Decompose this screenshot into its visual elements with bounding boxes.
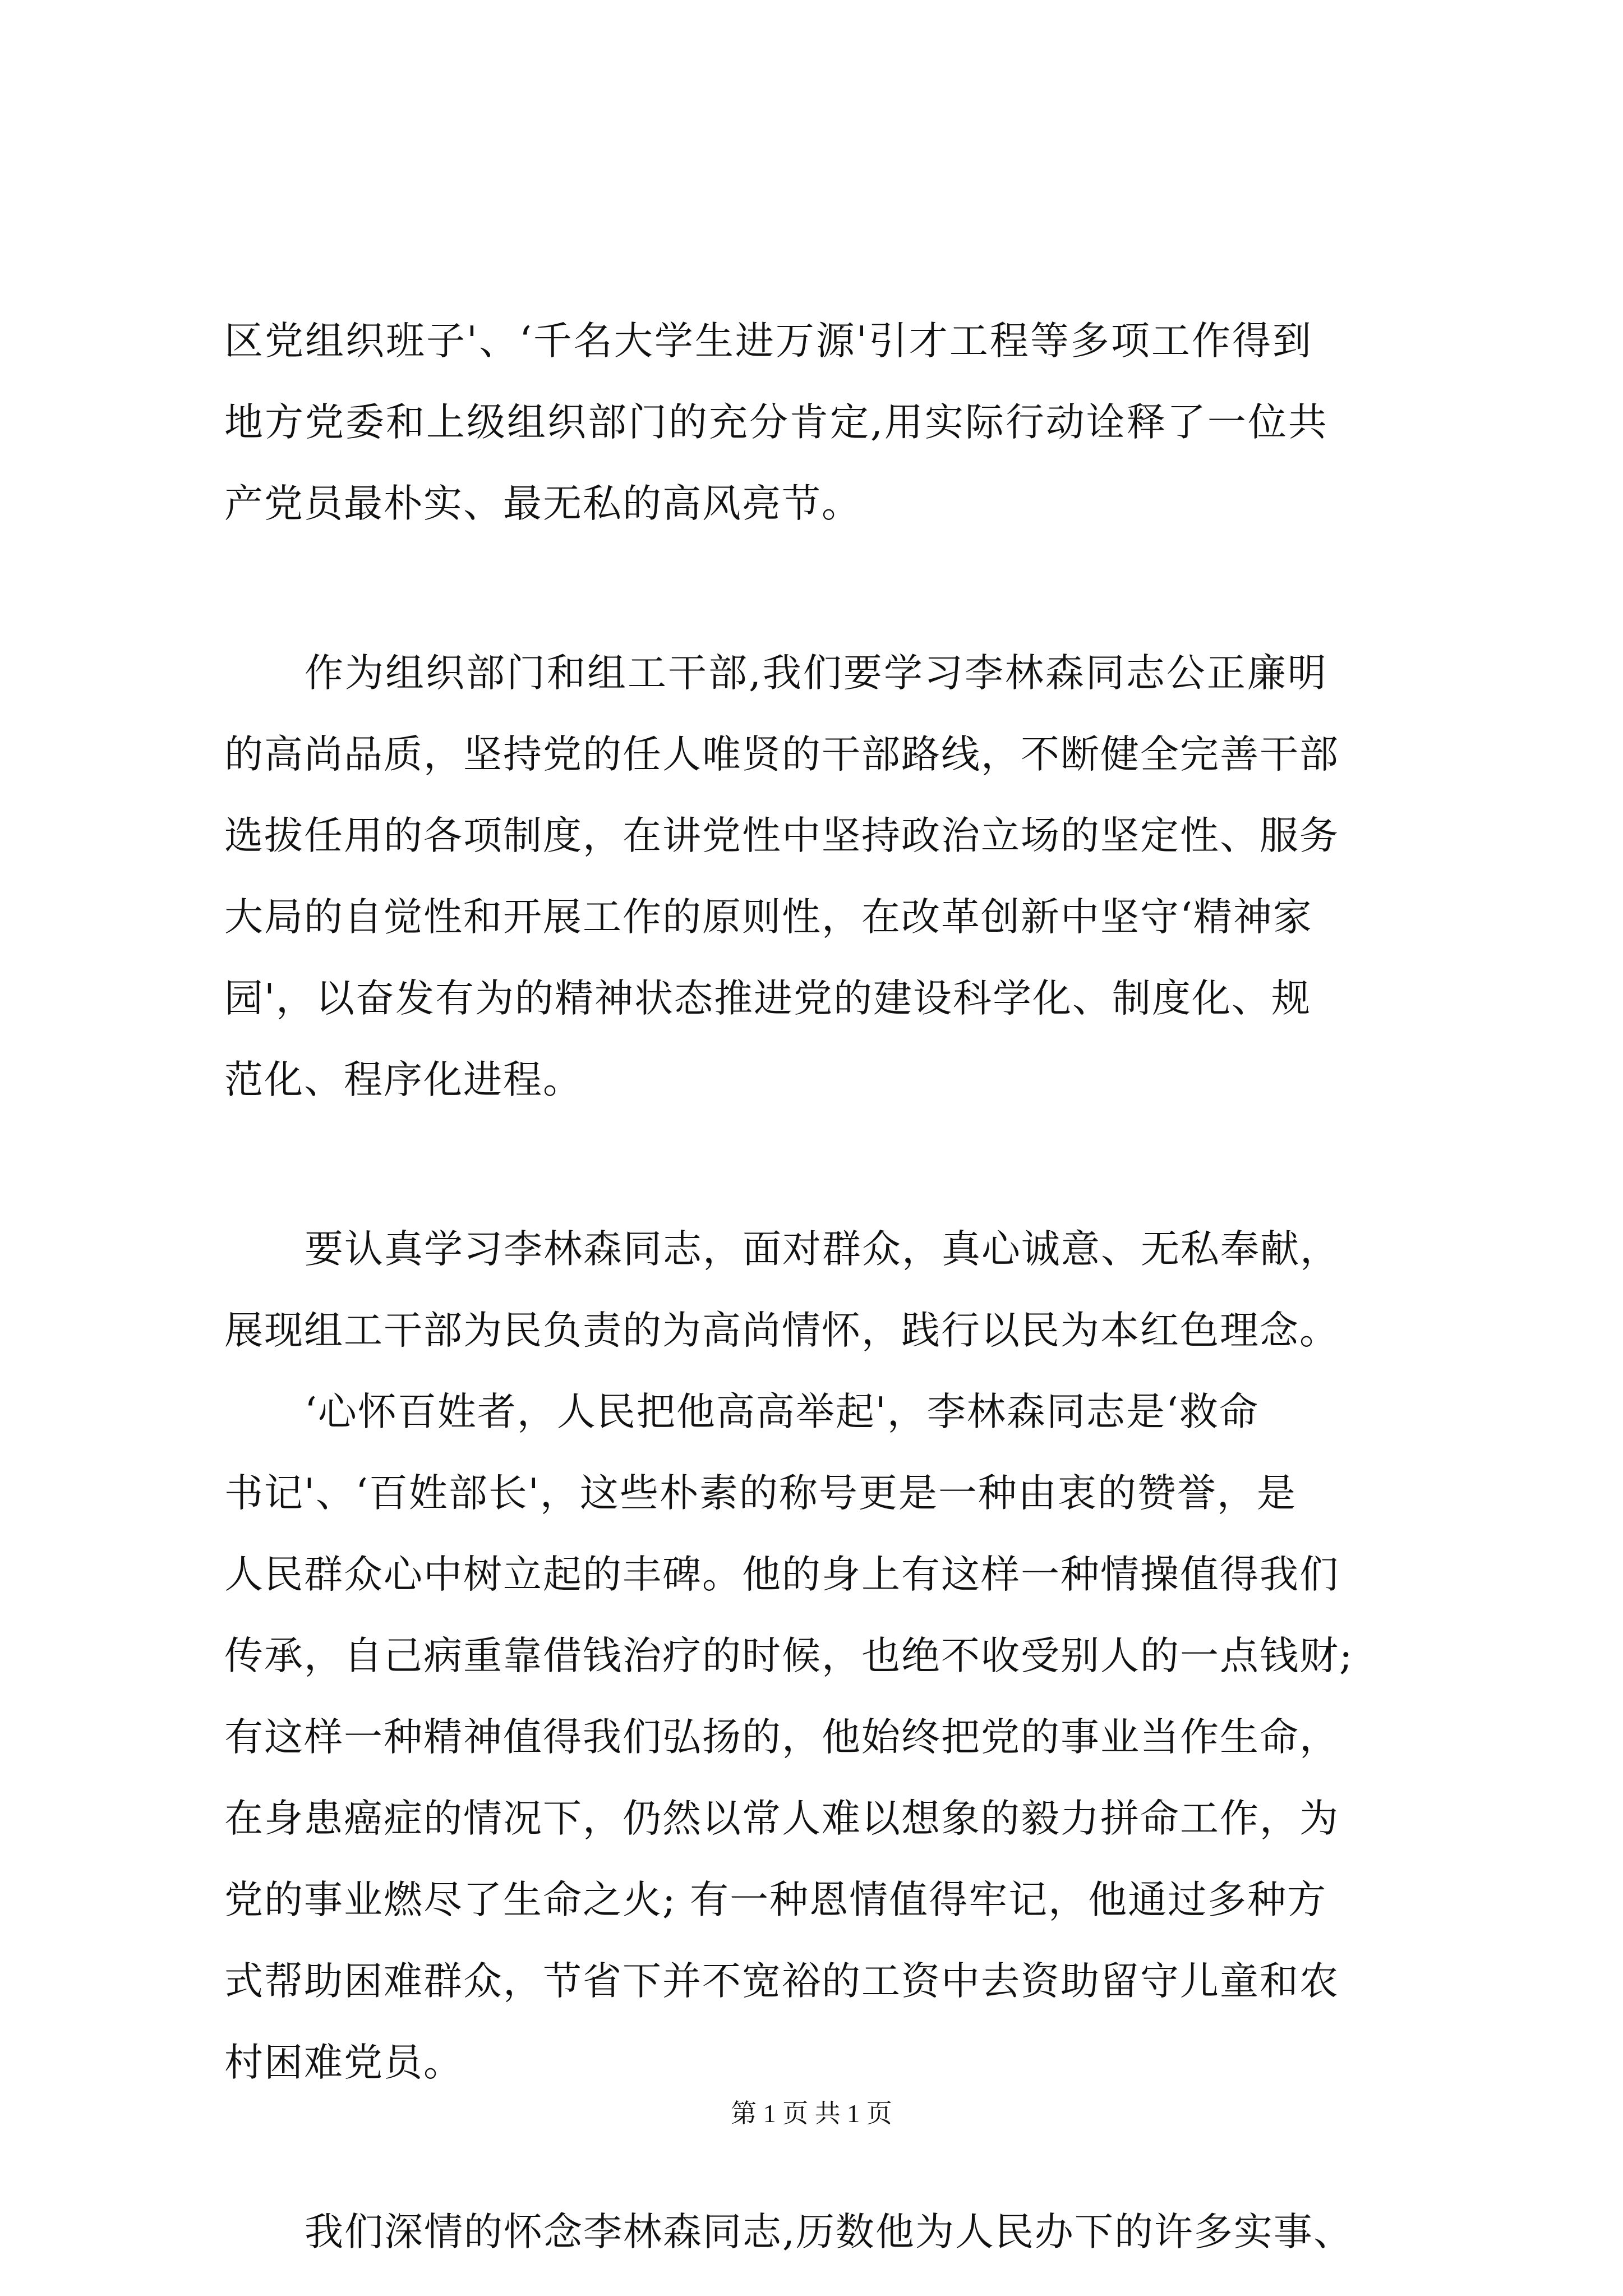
text-line-3: 产党员最朴实、最无私的高风亮节。 bbox=[224, 481, 861, 526]
text-line-20: 村困难党员。 bbox=[224, 2040, 463, 2085]
text-line-12: ‘心怀百姓者，人民把他高高举起'，李林森同志是‘救命 bbox=[305, 1389, 1259, 1434]
text-line-8: 园'，以奋发有为的精神状态推进党的建设科学化、制度化、规 bbox=[224, 976, 1311, 1021]
text-line-11: 展现组工干部为民负责的为高尚情怀，践行以民为本红色理念。 bbox=[224, 1308, 1339, 1353]
text-line-13: 书记'、‘百姓部长'，这些朴素的称号更是一种由衷的赞誉，是 bbox=[224, 1471, 1297, 1516]
text-line-9: 范化、程序化进程。 bbox=[224, 1057, 583, 1102]
paragraph-gap bbox=[224, 545, 1430, 633]
text-line-15: 传承，自己病重靠借钱治疗的时候，也绝不收受别人的一点钱财; bbox=[224, 1634, 1354, 1678]
body-text bbox=[224, 301, 1430, 2273]
text-line-6: 选拔任用的各项制度，在讲党性中坚持政治立场的坚定性、服务 bbox=[224, 813, 1339, 858]
text-line-5: 的高尚品质，坚持党的任人唯贤的干部路线，不断健全完善干部 bbox=[224, 732, 1339, 777]
text-line-21: 我们深情的怀念李林森同志,历数他为人民办下的许多实事、 bbox=[305, 2210, 1353, 2254]
text-line-4: 作为组织部门和组工干部,我们要学习李林森同志公正廉明 bbox=[305, 651, 1328, 696]
text-line-1: 区党组织班子'、‘千名大学生进万源'引才工程等多项工作得到 bbox=[224, 319, 1313, 364]
text-line-2: 地方党委和上级组织部门的充分肯定,用实际行动诠释了一位共 bbox=[224, 400, 1329, 445]
page-footer: 第 1 页 共 1 页 bbox=[731, 2099, 892, 2128]
text-line-17: 在身患癌症的情况下，仍然以常人难以想象的毅力拼命工作，为 bbox=[224, 1796, 1339, 1841]
text-line-10: 要认真学习李林森同志，面对群众，真心诚意、无私奉献， bbox=[305, 1227, 1340, 1272]
text-line-16: 有这样一种精神值得我们弘扬的，他始终把党的事业当作生命， bbox=[224, 1715, 1339, 1760]
text-line-19: 式帮助困难群众，节省下并不宽裕的工资中去资助留守儿童和农 bbox=[224, 1959, 1339, 2004]
text-line-14: 人民群众心中树立起的丰碑。他的身上有这样一种情操值得我们 bbox=[224, 1552, 1339, 1597]
paragraph-gap bbox=[224, 1121, 1430, 1209]
text-line-18: 党的事业燃尽了生命之火; 有一种恩情值得牢记，他通过多种方 bbox=[224, 1878, 1327, 1922]
text-line-7: 大局的自觉性和开展工作的原则性，在改革创新中坚守‘精神家 bbox=[224, 895, 1313, 940]
